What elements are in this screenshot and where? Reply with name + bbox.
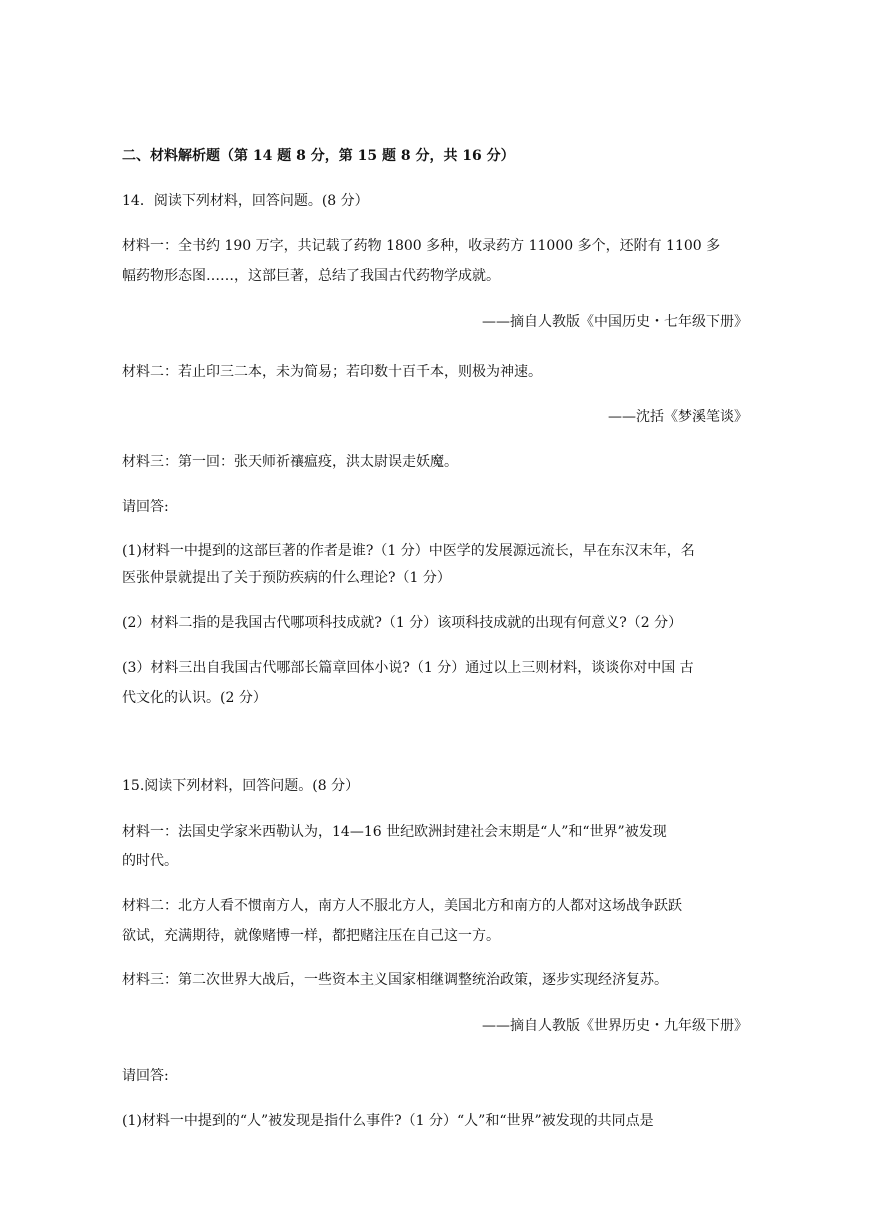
q14-answer1-line1: (1)材料一中提到的这部巨著的作者是谁?（1 分）中医学的发展源远流长，早在东汉末年，名 [122, 543, 695, 559]
q14-please-answer: 请回答: [122, 499, 169, 515]
q15-material1-line1: 材料一：法国史学家米西勒认为，14—16 世纪欧洲封建社会末期是“人”和“世界”被发现 [122, 824, 667, 840]
q14-material1-line1: 材料一：全书约 190 万字，共记载了药物 1800 多种，收录药方 11000 多个，还附有 1100 多 [122, 238, 721, 254]
q14-answer1-line2: 医张仲景就提出了关于预防疾病的什么理论?（1 分） [122, 570, 451, 586]
q14-material2-source: ——沈括《梦溪笔谈》 [608, 409, 748, 425]
q14-material3: 材料三：第一回：张天师祈禳瘟疫，洪太尉误走妖魔。 [122, 454, 458, 470]
q15-material3-source: ——摘自人教版《世界历史・九年级下册》 [482, 1018, 748, 1034]
q15-answer1-line1: (1)材料一中提到的“人”被发现是指什么事件?（1 分）“人”和“世界”被发现的共同点是 [122, 1113, 654, 1129]
q14-answer2: (2）材料二指的是我国古代哪项科技成就?（1 分）该项科技成就的出现有何意义?（2 分） [122, 615, 683, 631]
q14-material1-source: ——摘自人教版《中国历史・七年级下册》 [482, 314, 748, 330]
q14-material2: 材料二：若止印三二本，未为简易；若印数十百千本，则极为神速。 [122, 364, 542, 380]
section-heading: 二、材料解析题（第 14 题 8 分，第 15 题 8 分，共 16 分） [122, 148, 515, 164]
q15-prompt: 15.阅读下列材料，回答问题。(8 分） [122, 778, 360, 794]
q14-prompt: 14．阅读下列材料，回答问题。(8 分） [122, 193, 369, 209]
q14-material1-line2: 幅药物形态图……，这部巨著，总结了我国古代药物学成就。 [122, 268, 500, 284]
q15-material2-line2: 欲试，充满期待，就像赌博一样，都把赌注压在自己这一方。 [122, 928, 500, 944]
q14-answer3-line1: (3）材料三出自我国古代哪部长篇章回体小说?（1 分）通过以上三则材料，谈谈你对中国 古 [122, 660, 694, 676]
q15-material3: 材料三：第二次世界大战后，一些资本主义国家相继调整统治政策，逐步实现经济复苏。 [122, 972, 668, 988]
q15-please-answer: 请回答: [122, 1068, 169, 1084]
q14-answer3-line2: 代文化的认识。(2 分） [122, 690, 267, 706]
q15-material2-line1: 材料二：北方人看不惯南方人，南方人不服北方人，美国北方和南方的人都对这场战争跃跃 [122, 898, 682, 914]
q15-material1-line2: 的时代。 [122, 853, 178, 869]
